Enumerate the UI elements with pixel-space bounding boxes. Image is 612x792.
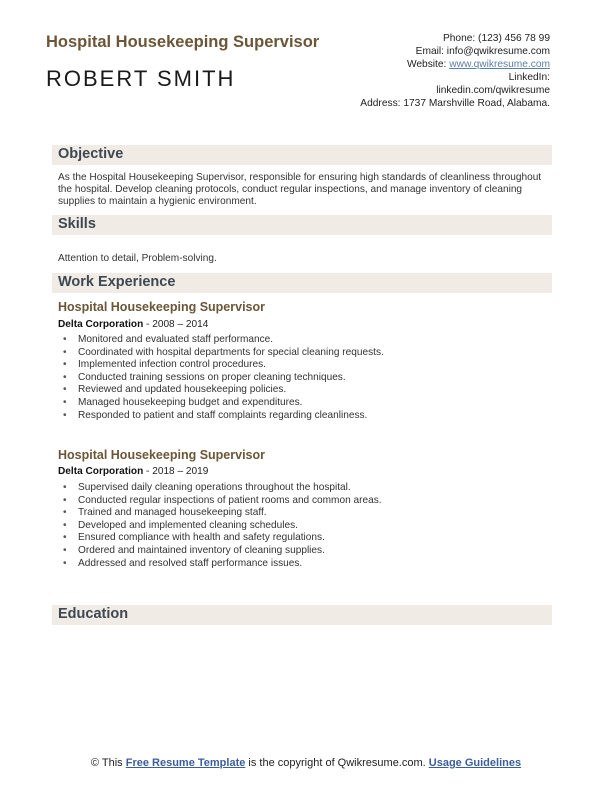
job-bullet-list [58, 334, 538, 422]
footer-middle: is the copyright of Qwikresume.com. [245, 757, 429, 769]
job-dates: - 2008 – 2014 [143, 319, 209, 330]
job-bullet-list [58, 482, 538, 570]
website-link[interactable]: www.qwikresume.com [449, 59, 550, 70]
job-role: Hospital Housekeeping Supervisor [58, 300, 265, 314]
contact-phone: Phone: (123) 456 78 99 [442, 33, 550, 44]
job-bullet: • Implemented infection control procedures. [58, 359, 538, 372]
job-bullet: • Supervised daily cleaning operations throughout the hospital. [58, 482, 538, 495]
job-bullet: • Addressed and resolved staff performance issues. [58, 558, 538, 571]
work-experience-title: Work Experience [58, 274, 176, 290]
contact-website [350, 58, 550, 71]
job-bullet: • Monitored and evaluated staff performance. [58, 334, 538, 347]
education-title: Education [58, 606, 129, 622]
job-bullet: • Ordered and maintained inventory of cleaning supplies. [58, 545, 538, 558]
candidate-name: ROBERT SMITH [46, 66, 236, 91]
job-company: Delta Corporation [58, 319, 144, 330]
objective-section-header [52, 145, 552, 165]
website-label: Website: [406, 59, 447, 70]
job-dates: - 2018 – 2019 [143, 466, 209, 477]
job-role: Hospital Housekeeping Supervisor [58, 448, 265, 462]
skills-section-header [52, 215, 552, 235]
job-bullet: • Responded to patient and staff complaints regarding cleanliness. [58, 410, 538, 423]
free-resume-template-link[interactable]: Free Resume Template [125, 757, 246, 769]
contact-email: Email: info@qwikresume.com [415, 46, 550, 57]
job-bullet: • Conducted regular inspections of patient rooms and common areas. [58, 495, 538, 508]
objective-title: Objective [58, 146, 124, 162]
skills-title: Skills [58, 216, 96, 232]
work-experience-section-header [52, 273, 552, 293]
footer [80, 757, 532, 770]
job-bullet: • Reviewed and updated housekeeping policies. [58, 384, 538, 397]
linkedin-label: LinkedIn: [508, 72, 550, 83]
linkedin-url: linkedin.com/qwikresume [436, 85, 550, 96]
contact-block [350, 32, 550, 110]
job-company: Delta Corporation [58, 466, 144, 477]
usage-guidelines-link[interactable]: Usage Guidelines [428, 757, 522, 769]
footer-prefix: © This [90, 757, 126, 769]
job-bullet: • Ensured compliance with health and safety regulations. [58, 532, 538, 545]
skills-text: Attention to detail, Problem-solving. [58, 253, 217, 264]
contact-address: Address: 1737 Marshville Road, Alabama. [360, 98, 550, 109]
education-section-header [52, 605, 552, 625]
job-company-line [58, 319, 208, 330]
job-bullet: • Conducted training sessions on proper cleaning techniques. [58, 372, 538, 385]
job-bullet: • Coordinated with hospital departments for special cleaning requests. [58, 347, 538, 360]
objective-text: As the Hospital Housekeeping Supervisor, responsible for ensuring high standards of cleanliness throughout the hospital. Develop cleaning protocols, conduct regular inspections, and manage inventory of cleaning supplies to maintain a hygienic environment. [58, 172, 542, 208]
job-bullet: • Managed housekeeping budget and expenditures. [58, 397, 538, 410]
job-bullet: • Trained and managed housekeeping staff. [58, 507, 538, 520]
job-title: Hospital Housekeeping Supervisor [46, 33, 320, 51]
job-bullet: • Developed and implemented cleaning schedules. [58, 520, 538, 533]
resume-header [46, 30, 566, 130]
job-company-line [58, 466, 208, 477]
